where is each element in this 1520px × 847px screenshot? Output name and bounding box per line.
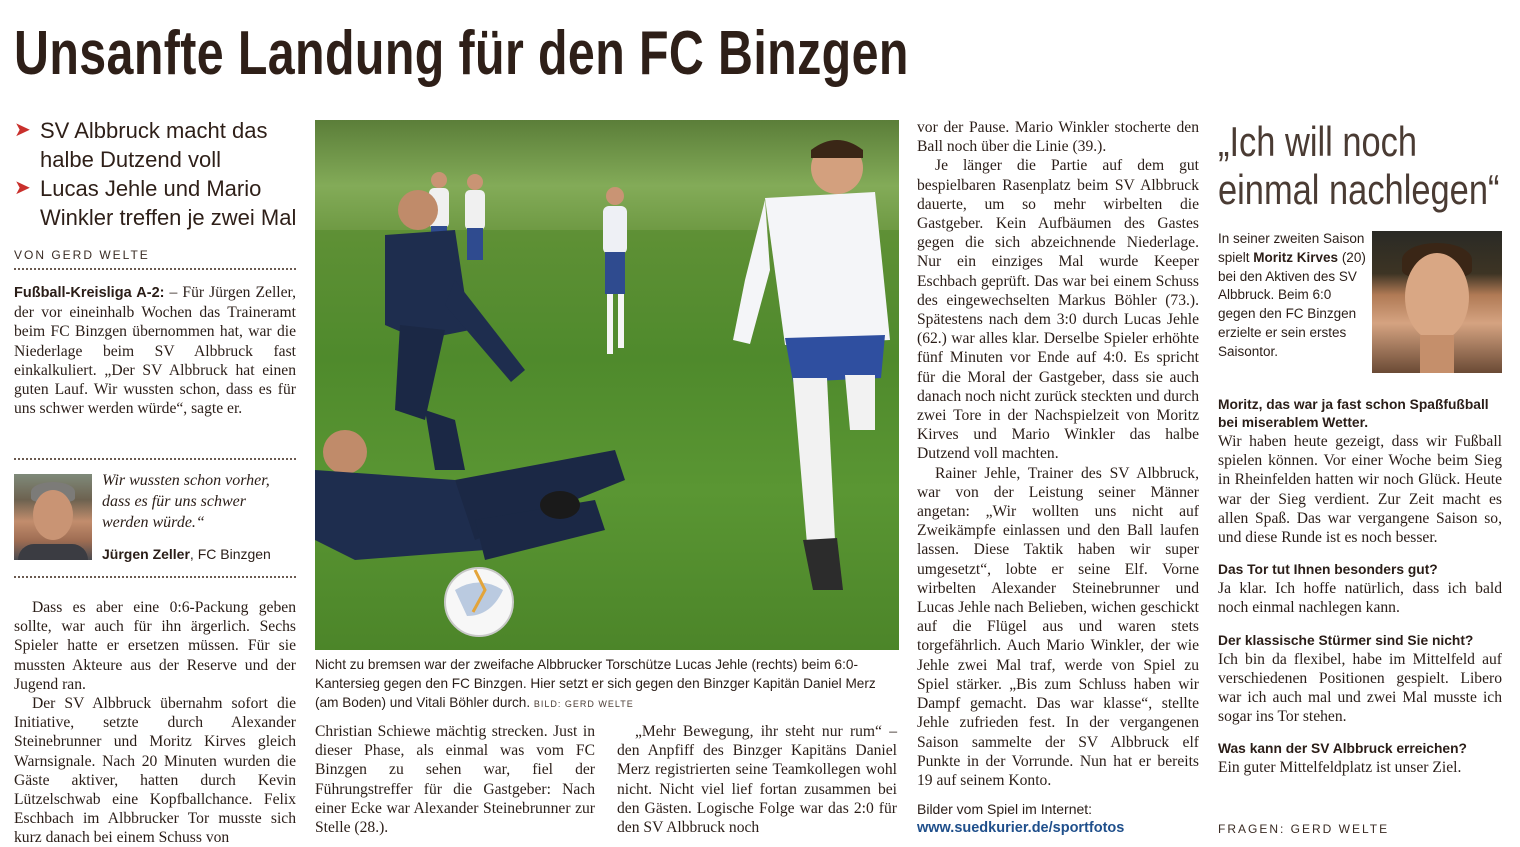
headline: Unsanfte Landung für den FC Binzgen — [14, 19, 909, 88]
quote-author-club: , FC Binzgen — [189, 546, 271, 562]
paragraph: Je länger die Partie auf dem gut bespielbaren Rasenplatz beim SV Albbruck dauerte, um so mehr wirbelten die Gastgeber. Kein Aufbäumen des Gastes gegen die sich abzeichnende Niederlage. Nur ein einziges Mal wurde Keeper Eschbach geprüft. Das war bei einem Schuss des eingewechselten Markus Böhler (73.). Spätestens nach dem 3:0 durch Lucas Jehle (62.) war alles klar. Derselbe Spieler erhöhte fünf Minuten vor Ende auf 4:0. Es spricht für die Moral der Gastgeber, dass sie auch danach noch nicht zurück steckten und durch zwei Tore in der Nachspielzeit von Moritz Kirves und Mario Winkler das halbe Dutzend voll machten. — [917, 157, 1199, 463]
author-portrait — [14, 474, 92, 560]
quote-author-name: Jürgen Zeller — [102, 546, 190, 562]
interview-question: Moritz, das war ja fast schon Spaßfußball bei miserablem Wetter. — [1218, 397, 1489, 430]
intro-name: Moritz Kirves — [1253, 249, 1339, 265]
interview-answer: Ja klar. Ich hoffe natürlich, dass ich bald noch einmal nachlegen kann. — [1218, 580, 1502, 617]
interview-answer: Wir haben heute gezeigt, dass wir Fußball spielen können. Vor einer Woche beim Sieg in Rheinfelden hatten wir noch Glück. Heute war der Sieg verdient. Zur Zeit macht es allen Spaß. Das war vergangene Saison so, und diese Runde ist es noch besser. — [1218, 433, 1502, 547]
paragraph: Christian Schiewe mächtig strecken. Just in dieser Phase, als einmal was vom FC Binzgen zu sehen war, fiel der Führungstreffer für die Gastgeber: Nach einer Ecke war Alexander Steinebrunner zur Stelle (28.). — [315, 723, 595, 837]
caption-text: Nicht zu bremsen war der zweifache Albbrucker Torschütze Lucas Jehle (rechts) beim 6:0-Kantersieg gegen den FC Binzgen. Hier setzt er sich gegen den Binzger Kapitän Daniel Merz (am Boden) und Vitali Böhler durch. — [315, 657, 876, 710]
photo-credit: BILD: GERD WELTE — [533, 699, 634, 709]
intro-text: – Für Jürgen Zeller, der vor eineinhalb Wochen das Traineramt beim FC Binzgen übernommen hat, war die Niederlage beim SV Albbruck fast einkalkuliert. „Der SV Albbruck hat einen guten Lauf. Wir wussten schon, dass es für uns schwer werden würde“, sagte er. — [14, 284, 297, 418]
interview-question: Das Tor tut Ihnen besonders gut? — [1218, 562, 1438, 578]
photo-link-label: Bilder vom Spiel im Internet: — [917, 801, 1093, 817]
article-col4 — [917, 118, 1199, 790]
arrow-icon: ➤ — [14, 119, 31, 141]
interview-qa — [1218, 396, 1502, 792]
match-photo — [315, 120, 899, 650]
summary-bullet — [14, 116, 304, 174]
interview-question: Was kann der SV Albbruck erreichen? — [1218, 741, 1467, 757]
summary-bullet — [14, 174, 304, 232]
quote-author — [102, 546, 271, 562]
player-portrait — [1372, 231, 1502, 373]
interview-byline: FRAGEN: GERD WELTE — [1218, 822, 1390, 836]
quote-text: Wir wussten schon vorher, dass es für uns schwer werden würde.“ — [102, 472, 270, 531]
arrow-icon: ➤ — [14, 177, 31, 199]
byline: VON GERD WELTE — [14, 248, 296, 270]
interview-title — [1218, 118, 1500, 214]
bullet-text: SV Albbruck macht das halbe Dutzend voll — [40, 118, 268, 172]
paragraph: Rainer Jehle, Trainer des SV Albbruck, war von der Leistung seiner Männer angetan: „Wir wollten uns nicht auf Zweikämpfe einlassen und den Ball laufen lassen. Diese Taktik haben wir super umgesetzt“, lobte er seine Elf. Vorne wirbelten Alexander Steinebrunner und Lucas Jehle nach Belieben, wichen geschickt auf die Flügel aus und waren stets torgefährlich. Auch Mario Winkler, der wie Jehle zwei Mal traf, werde von Spiel zu Spiel stärker. „Bis zum Schluss haben wir Dampf gemacht. Das war klasse“, stellte Jehle zufrieden fest. In der vergangenen Saison sammelte der SV Albbruck elf Punkte in der Vorrunde. Nun hat er bereits 19 auf seinem Konto. — [917, 464, 1199, 789]
intro-pre: In seiner zweiten Saison spielt — [1218, 231, 1365, 265]
paragraph: Dass es aber eine 0:6-Packung geben sollte, war auch für ihn ärgerlich. Sechs Spieler hatte er ersetzen müssen. Für sie mussten Akteure aus der Reserve und der Jugend ran. — [14, 599, 296, 693]
quote-box — [14, 458, 296, 578]
article-col2 — [315, 722, 595, 837]
photo-link[interactable]: www.suedkurier.de/sportfotos — [917, 820, 1125, 836]
photo-caption — [315, 655, 899, 714]
interview-answer: Ein guter Mittelfeldplatz ist unser Ziel. — [1218, 759, 1462, 777]
intro-lead: Fußball-Kreisliga A-2: — [14, 285, 165, 301]
interview-title-line: einmal nachlegen“ — [1218, 166, 1500, 213]
intro-post: (20) bei den Aktiven des SV Albbruck. Beim 6:0 gegen den FC Binzgen erzielte er sein erstes Saisontor. — [1218, 249, 1366, 359]
article-col1 — [14, 598, 296, 847]
paragraph: vor der Pause. Mario Winkler stocherte den Ball noch über die Linie (39.). — [917, 119, 1199, 156]
interview-title-line: „Ich will noch — [1218, 118, 1418, 165]
paragraph: Der SV Albbruck übernahm sofort die Initiative, setzte durch Alexander Steinebrunner und Moritz Kirves gleich Warnsignale. Nach 20 Minuten wurden die Gäste aktiver, hatten durch Kevin Lützelschwab eine Kopfballchance. Felix Eschbach im Albbrucker Tor musste sich kurz danach bei einem Schuss von — [14, 695, 296, 847]
paragraph: „Mehr Bewegung, ihr steht nur rum“ – den Anpfiff des Binzger Kapitäns Daniel Merz registrierten seine Teamkollegen wohl nicht. Nicht viel lief fortan zusammen bei den Gästen. Logische Folge war das 2:0 für den SV Albbruck noch — [617, 723, 897, 837]
interview-question: Der klassische Stürmer sind Sie nicht? — [1218, 632, 1474, 648]
interview-intro — [1218, 230, 1368, 362]
article-intro — [14, 283, 296, 418]
interview-answer: Ich bin da flexibel, habe im Mittelfeld auf verschiedenen Positionen gespielt. Libero war ich auch mal und zwei Mal musste ich sogar ins Tor stehen. — [1218, 650, 1502, 726]
bullet-text: Lucas Jehle und Mario Winkler treffen je zwei Mal — [40, 176, 297, 230]
article-col3 — [617, 722, 897, 837]
summary-bullets — [14, 116, 304, 232]
